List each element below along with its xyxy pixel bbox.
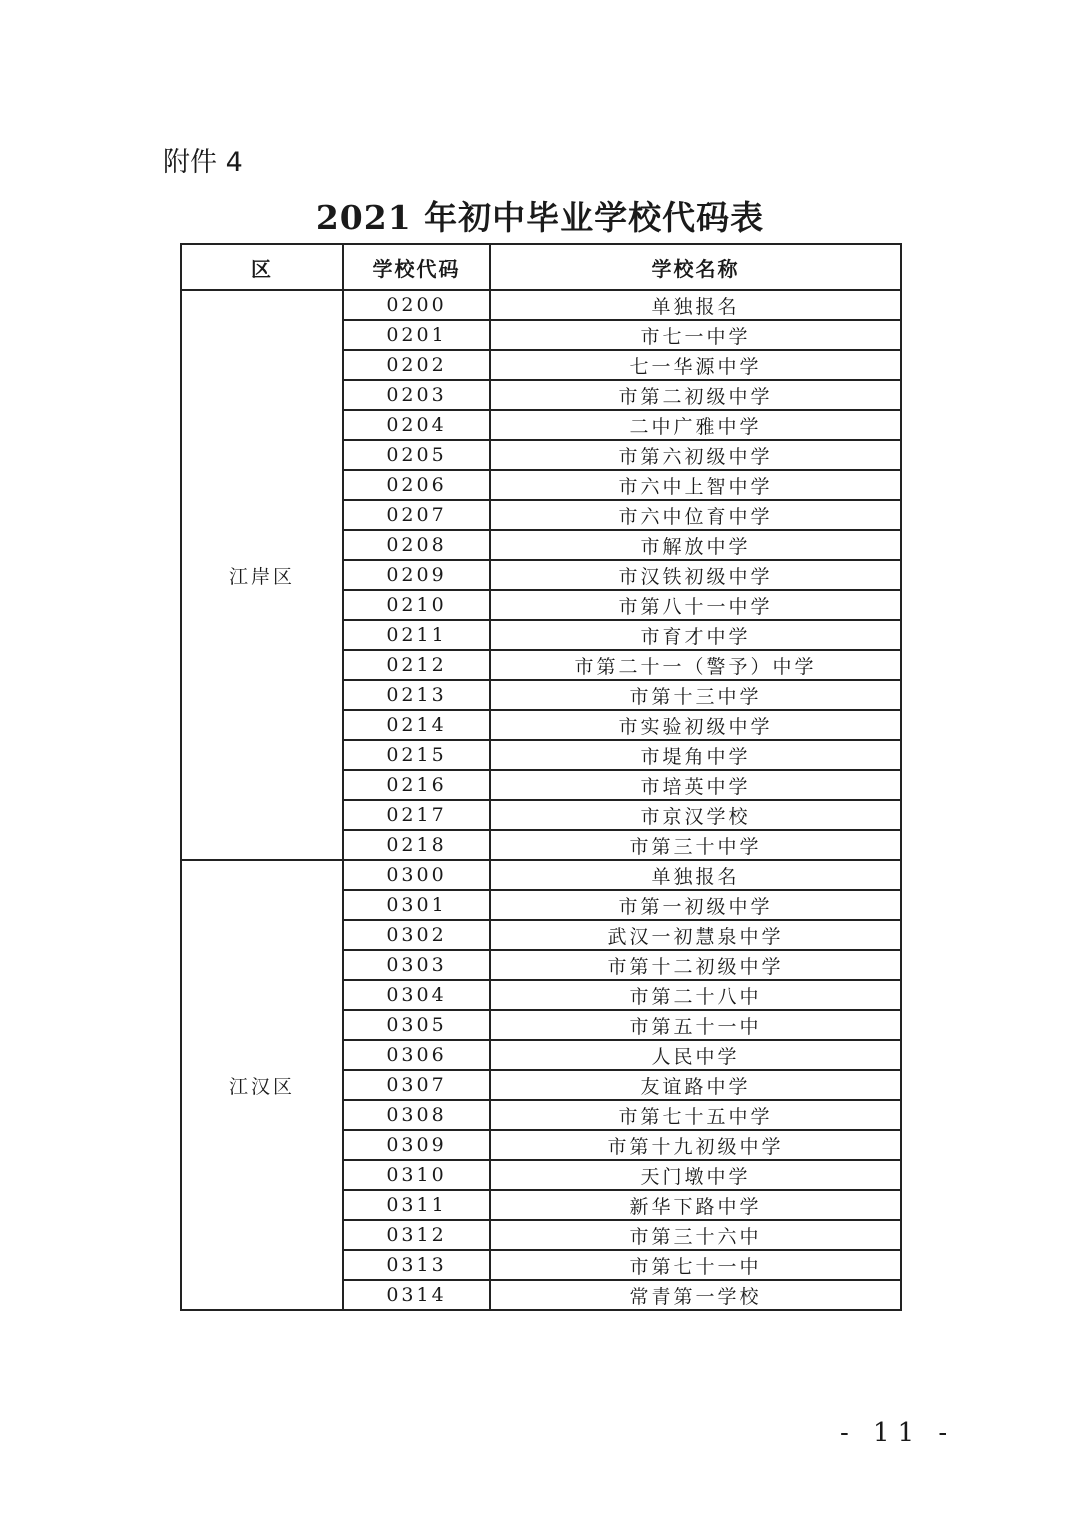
school-code-table — [180, 243, 902, 1311]
school-code-cell: 0208 — [343, 530, 490, 560]
school-name-cell: 市京汉学校 — [490, 800, 901, 830]
school-code-cell: 0211 — [343, 620, 490, 650]
page-title: 2021 年初中毕业学校代码表 — [315, 198, 765, 237]
header-school-name: 学校名称 — [490, 244, 901, 290]
school-code-cell: 0217 — [343, 800, 490, 830]
school-name-cell: 市第七十五中学 — [490, 1100, 901, 1130]
school-code-cell: 0310 — [343, 1160, 490, 1190]
table-row — [181, 290, 901, 320]
school-code-cell: 0307 — [343, 1070, 490, 1100]
school-code-cell: 0311 — [343, 1190, 490, 1220]
school-code-cell: 0308 — [343, 1100, 490, 1130]
school-code-cell: 0205 — [343, 440, 490, 470]
school-name-cell: 人民中学 — [490, 1040, 901, 1070]
school-code-cell: 0306 — [343, 1040, 490, 1070]
school-name-cell: 七一华源中学 — [490, 350, 901, 380]
school-code-cell: 0216 — [343, 770, 490, 800]
school-name-cell: 天门墩中学 — [490, 1160, 901, 1190]
school-name-cell: 市实验初级中学 — [490, 710, 901, 740]
school-name-cell: 市第三十中学 — [490, 830, 901, 860]
school-name-cell: 单独报名 — [490, 860, 901, 890]
school-name-cell: 二中广雅中学 — [490, 410, 901, 440]
school-name-cell: 市六中位育中学 — [490, 500, 901, 530]
school-name-cell: 市第八十一中学 — [490, 590, 901, 620]
school-code-cell: 0302 — [343, 920, 490, 950]
school-name-cell: 市第二十八中 — [490, 980, 901, 1010]
school-name-cell: 单独报名 — [490, 290, 901, 320]
school-name-cell: 友谊路中学 — [490, 1070, 901, 1100]
school-name-cell: 市第三十六中 — [490, 1220, 901, 1250]
header-district: 区 — [181, 244, 343, 290]
district-cell: 江岸区 — [181, 290, 343, 860]
school-name-cell: 市第六初级中学 — [490, 440, 901, 470]
school-code-cell: 0207 — [343, 500, 490, 530]
school-code-cell: 0314 — [343, 1280, 490, 1310]
school-code-cell: 0300 — [343, 860, 490, 890]
school-code-cell: 0212 — [343, 650, 490, 680]
school-code-cell: 0203 — [343, 380, 490, 410]
school-name-cell: 市第五十一中 — [490, 1010, 901, 1040]
school-code-cell: 0202 — [343, 350, 490, 380]
school-code-cell: 0309 — [343, 1130, 490, 1160]
school-name-cell: 市第七十一中 — [490, 1250, 901, 1280]
school-name-cell: 市育才中学 — [490, 620, 901, 650]
school-name-cell: 常青第一学校 — [490, 1280, 901, 1310]
header-school-code: 学校代码 — [343, 244, 490, 290]
table-body — [181, 290, 901, 1310]
table-row — [181, 860, 901, 890]
school-name-cell: 市解放中学 — [490, 530, 901, 560]
school-name-cell: 市第一初级中学 — [490, 890, 901, 920]
page-number: - 11 - — [840, 1418, 956, 1448]
school-name-cell: 市汉铁初级中学 — [490, 560, 901, 590]
school-code-cell: 0206 — [343, 470, 490, 500]
school-code-cell: 0304 — [343, 980, 490, 1010]
school-code-cell: 0301 — [343, 890, 490, 920]
school-code-cell: 0200 — [343, 290, 490, 320]
school-code-cell: 0218 — [343, 830, 490, 860]
district-cell: 江汉区 — [181, 860, 343, 1310]
school-name-cell: 市第十二初级中学 — [490, 950, 901, 980]
table-header-row — [181, 244, 901, 290]
school-code-cell: 0313 — [343, 1250, 490, 1280]
school-code-cell: 0214 — [343, 710, 490, 740]
school-name-cell: 市第二初级中学 — [490, 380, 901, 410]
school-code-cell: 0204 — [343, 410, 490, 440]
school-code-cell: 0209 — [343, 560, 490, 590]
school-name-cell: 新华下路中学 — [490, 1190, 901, 1220]
school-name-cell: 市堤角中学 — [490, 740, 901, 770]
school-code-cell: 0305 — [343, 1010, 490, 1040]
school-code-cell: 0303 — [343, 950, 490, 980]
school-code-cell: 0201 — [343, 320, 490, 350]
school-code-cell: 0215 — [343, 740, 490, 770]
school-code-cell: 0213 — [343, 680, 490, 710]
school-name-cell: 市七一中学 — [490, 320, 901, 350]
school-code-cell: 0312 — [343, 1220, 490, 1250]
school-name-cell: 市第十三中学 — [490, 680, 901, 710]
attachment-label: 附件 4 — [163, 147, 243, 178]
school-name-cell: 武汉一初慧泉中学 — [490, 920, 901, 950]
school-name-cell: 市培英中学 — [490, 770, 901, 800]
school-name-cell: 市第二十一（警予）中学 — [490, 650, 901, 680]
school-name-cell: 市第十九初级中学 — [490, 1130, 901, 1160]
school-code-cell: 0210 — [343, 590, 490, 620]
school-name-cell: 市六中上智中学 — [490, 470, 901, 500]
